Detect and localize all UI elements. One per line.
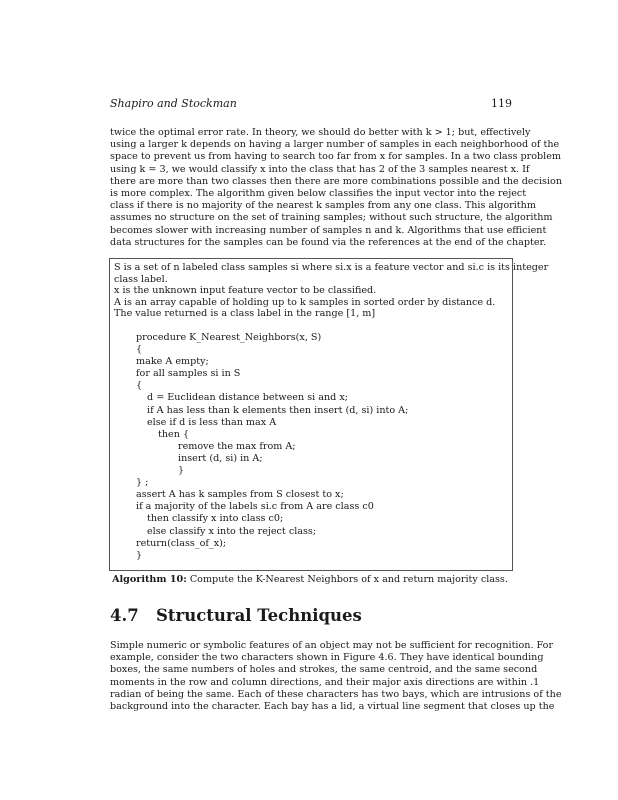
page-number: 119 [491, 97, 512, 110]
paragraph-line: class if there is no majority of the nearest k samples from any one class. This algorithm [110, 200, 536, 212]
code-line: d = Euclidean distance between si and x; [147, 392, 348, 404]
code-line: return(class_of_x); [136, 537, 227, 549]
paragraph-line: radian of being the same. Each of these characters has two bays, which are intrusions of the [110, 688, 562, 700]
section-heading [110, 606, 362, 625]
running-header-authors: Shapiro and Stockman [110, 97, 237, 110]
paragraph-line: there are more than two classes then there are more combinations possible and the decision [110, 175, 562, 187]
paragraph-line: data structures for the samples can be found via the references at the end of the chapter. [110, 236, 547, 248]
code-line: } [136, 549, 143, 561]
paragraph-line: is more complex. The algorithm given below classifies the input vector into the reject [110, 188, 527, 200]
paragraph-line: background into the character. Each bay has a lid, a virtual line segment that closes up the [110, 701, 555, 713]
code-line: } ; [136, 477, 149, 489]
preamble-line: x is the unknown input feature vector to be classified. [114, 285, 377, 297]
code-line: else if d is less than max A [147, 416, 277, 428]
algorithm-caption [110, 574, 510, 585]
section-title: Structural Techniques [156, 606, 362, 625]
algorithm-code [136, 332, 408, 562]
paragraph-line: becomes slower with increasing number of samples n and k. Algorithms that use efficient [110, 224, 547, 236]
algorithm-box [109, 258, 549, 571]
code-line: make A empty; [136, 356, 209, 368]
code-line: } [178, 465, 185, 477]
code-line: { [136, 344, 143, 356]
paragraph-line: space to prevent us from having to search too far from x for samples. In a two class problem [110, 151, 562, 163]
algorithm-preamble [114, 262, 548, 320]
code-line: if A has less than k elements then insert (d, si) into A; [147, 404, 409, 416]
code-line: then { [158, 428, 190, 440]
code-line: { [136, 380, 143, 392]
paragraph-line: Simple numeric or symbolic features of an object may not be sufficient for recognition. For [110, 640, 554, 651]
section-number: 4.7 [110, 606, 139, 625]
paragraph-line: assumes no structure on the set of training samples; without such structure, the algorithm [110, 212, 553, 224]
paragraph-line: using a larger k depends on having a larger number of samples in each neighborhood of the [110, 139, 560, 151]
paragraph-line: moments in the row and column directions, and their major axis directions are within .1 [110, 676, 540, 688]
code-line: then classify x into class c0; [147, 513, 284, 525]
running-header [110, 97, 512, 110]
paragraph-line: example, consider the two characters shown in Figure 4.6. They have identical bounding [110, 652, 544, 664]
preamble-line: S is a set of n labeled class samples si where si.x is a feature vector and si.c is its integer [114, 262, 549, 273]
code-line: for all samples si in S [136, 368, 241, 380]
code-line: insert (d, si) in A; [178, 452, 263, 464]
code-line: if a majority of the labels si.c from A are class c0 [136, 501, 374, 513]
code-line: assert A has k samples from S closest to x; [136, 489, 344, 501]
preamble-line: The value returned is a class label in the range [1, m] [114, 308, 376, 320]
paragraph-line: using k = 3, we would classify x into the class that has 2 of the 3 samples nearest x. If [110, 163, 530, 175]
preamble-line: A is an array capable of holding up to k samples in sorted order by distance d. [114, 296, 496, 308]
intro-paragraph [110, 127, 562, 249]
paragraph-line: boxes, the same numbers of holes and strokes, the same centroid, and the same second [110, 664, 538, 676]
caption-label: Algorithm 10: [112, 574, 187, 585]
code-line: remove the max from A; [178, 440, 296, 452]
code-line: procedure K_Nearest_Neighbors(x, S) [136, 332, 322, 343]
caption-text: Compute the K-Nearest Neighbors of x and return majority class. [189, 574, 508, 585]
preamble-line: class label. [114, 273, 168, 285]
paragraph-line: twice the optimal error rate. In theory, we should do better with k > 1; but, effectively [110, 127, 531, 138]
code-line: else classify x into the reject class; [147, 525, 317, 537]
section-paragraph [110, 640, 562, 713]
